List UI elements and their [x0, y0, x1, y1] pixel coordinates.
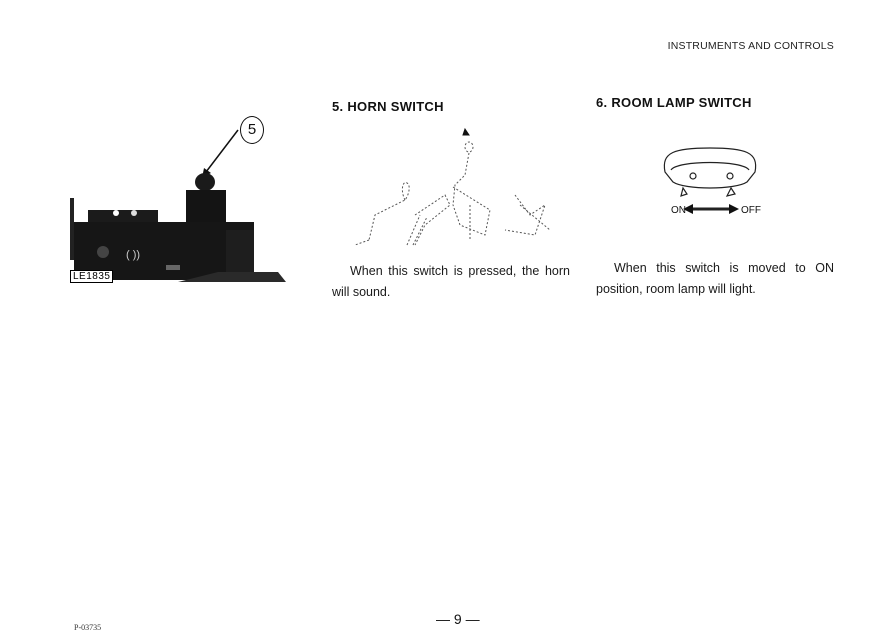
room-lamp-switch-description	[596, 258, 834, 300]
horn-switch-text: When this switch is pressed, the horn will sound.	[332, 264, 570, 299]
horn-switch-description	[332, 261, 570, 303]
room-lamp-switch-title: 6. ROOM LAMP SWITCH	[596, 95, 752, 110]
photo-label: LE1835	[70, 270, 113, 283]
document-code: P-03735	[74, 623, 102, 632]
horn-switch-illustration	[345, 125, 560, 250]
svg-text:( )): ( ))	[126, 249, 141, 261]
horn-switch-title: 5. HORN SWITCH	[332, 99, 444, 114]
off-label: OFF	[741, 205, 761, 216]
callout-number: 5	[240, 116, 264, 144]
running-head: INSTRUMENTS AND CONTROLS	[667, 40, 834, 52]
on-label: ON	[671, 205, 686, 216]
room-lamp-switch-text: When this switch is moved to ON position, room lamp will light.	[596, 261, 834, 296]
page-number: — 9 —	[436, 611, 480, 627]
